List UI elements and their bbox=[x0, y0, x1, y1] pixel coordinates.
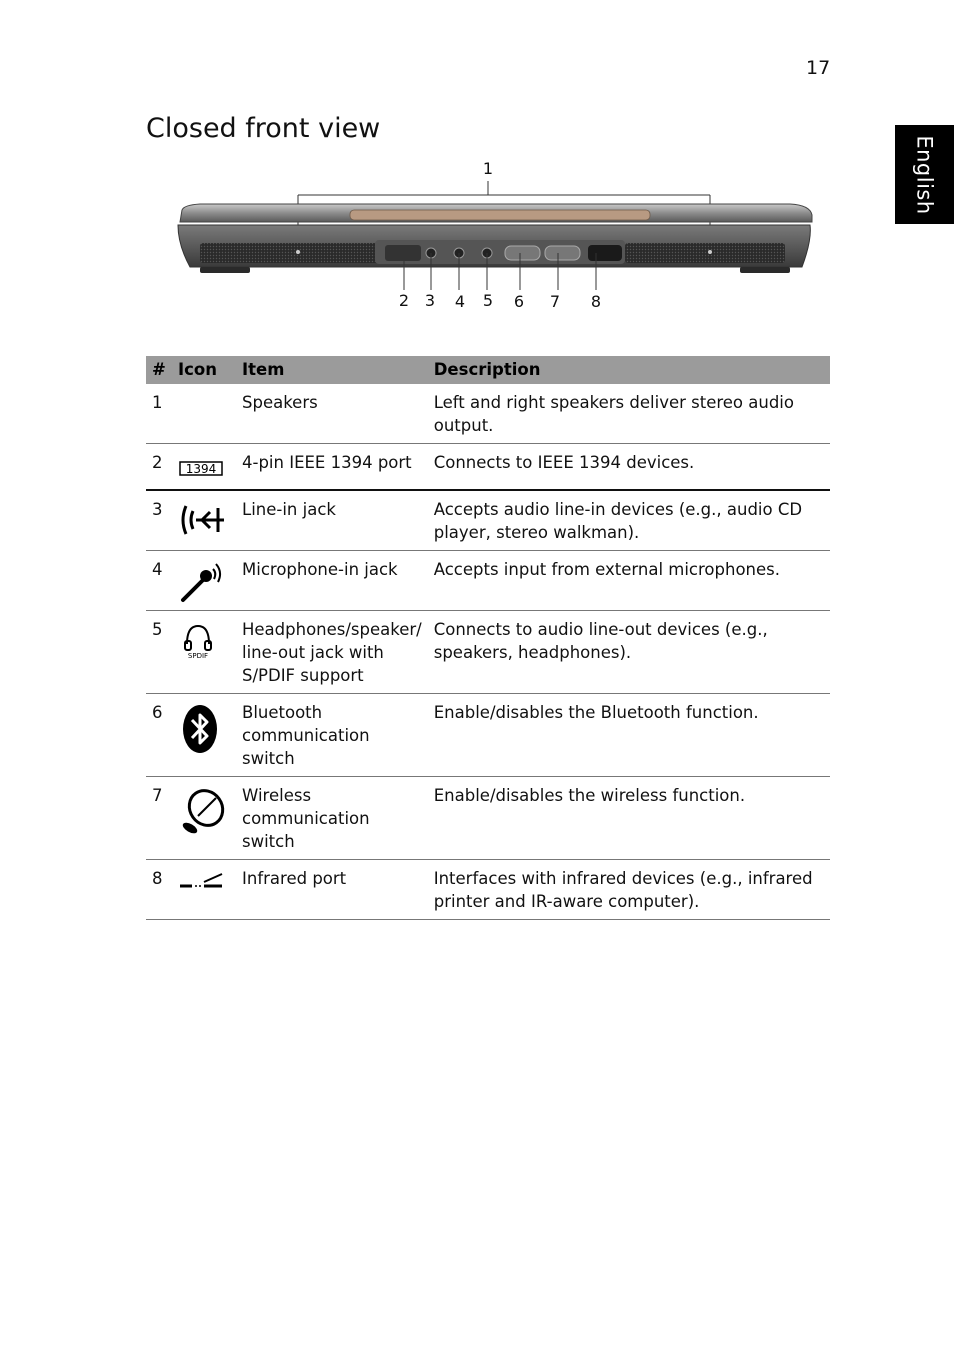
callout-label-5: 5 bbox=[482, 291, 494, 310]
right-speaker-grille bbox=[625, 243, 785, 263]
ports-table bbox=[146, 356, 830, 920]
row-num: 4 bbox=[146, 550, 172, 610]
row-item: Headphones/speaker/ line-out jack with S/PDIF support bbox=[236, 610, 428, 693]
table-header-row bbox=[146, 356, 830, 384]
row-icon bbox=[172, 859, 236, 919]
row-description: Accepts audio line-in devices (e.g., audio CD player, stereo walkman). bbox=[428, 490, 830, 551]
row-icon bbox=[172, 693, 236, 776]
row-description: Left and right speakers deliver stereo audio output. bbox=[428, 384, 830, 444]
infrared-window bbox=[588, 245, 622, 261]
bluetooth-icon bbox=[178, 703, 222, 755]
header-description: Description bbox=[428, 356, 830, 384]
row-icon bbox=[172, 610, 236, 693]
header-item: Item bbox=[236, 356, 428, 384]
laptop-front-illustration bbox=[170, 155, 820, 320]
row-icon bbox=[172, 490, 236, 551]
ieee1394-icon-label: 1394 bbox=[185, 462, 217, 476]
header-icon: Icon bbox=[172, 356, 236, 384]
row-item: Speakers bbox=[236, 384, 428, 444]
infrared-icon bbox=[178, 869, 224, 891]
row-item: Microphone-in jack bbox=[236, 550, 428, 610]
line-in-icon bbox=[178, 500, 230, 540]
callout-label-6: 6 bbox=[513, 292, 525, 311]
row-num: 7 bbox=[146, 776, 172, 859]
language-tab bbox=[895, 125, 954, 224]
header-num: # bbox=[146, 356, 172, 384]
row-icon bbox=[172, 550, 236, 610]
row-description: Connects to audio line-out devices (e.g., speakers, headphones). bbox=[428, 610, 830, 693]
row-num: 6 bbox=[146, 693, 172, 776]
table-row bbox=[146, 776, 830, 859]
right-foot bbox=[740, 267, 790, 273]
bluetooth-switch bbox=[505, 246, 540, 260]
callout-label-8: 8 bbox=[590, 292, 602, 311]
row-item: 4-pin IEEE 1394 port bbox=[236, 444, 428, 490]
table-row bbox=[146, 610, 830, 693]
microphone-icon bbox=[178, 560, 224, 604]
table-row bbox=[146, 693, 830, 776]
ieee1394-icon bbox=[178, 453, 224, 477]
port-1394 bbox=[385, 245, 421, 261]
lid-latch bbox=[350, 210, 650, 220]
laptop-front-figure bbox=[170, 155, 820, 320]
row-num: 5 bbox=[146, 610, 172, 693]
row-item: Bluetooth communication switch bbox=[236, 693, 428, 776]
row-num: 8 bbox=[146, 859, 172, 919]
spdif-icon-label: SPDIF bbox=[187, 651, 209, 660]
row-description: Connects to IEEE 1394 devices. bbox=[428, 444, 830, 490]
page-title: Closed front view bbox=[146, 113, 381, 144]
row-description: Interfaces with infrared devices (e.g., infrared printer and IR-aware computer). bbox=[428, 859, 830, 919]
wireless-icon bbox=[178, 786, 230, 838]
row-item: Line-in jack bbox=[236, 490, 428, 551]
row-item: Wireless communication switch bbox=[236, 776, 428, 859]
callout-label-7: 7 bbox=[549, 292, 561, 311]
row-num: 3 bbox=[146, 490, 172, 551]
language-tab-label: English bbox=[912, 134, 937, 215]
table-row bbox=[146, 859, 830, 919]
table-row bbox=[146, 550, 830, 610]
headphones-spdif-icon bbox=[178, 620, 218, 660]
table-row bbox=[146, 444, 830, 490]
callout-label-1: 1 bbox=[482, 159, 494, 178]
page-number: 17 bbox=[806, 57, 831, 79]
row-icon bbox=[172, 444, 236, 490]
callout-label-2: 2 bbox=[398, 291, 410, 310]
row-item: Infrared port bbox=[236, 859, 428, 919]
row-icon bbox=[172, 384, 236, 444]
callout-label-4: 4 bbox=[454, 292, 466, 311]
row-description: Enable/disables the Bluetooth function. bbox=[428, 693, 830, 776]
table-row bbox=[146, 384, 830, 444]
row-num: 2 bbox=[146, 444, 172, 490]
callout-label-3: 3 bbox=[424, 291, 436, 310]
table-row bbox=[146, 490, 830, 551]
row-num: 1 bbox=[146, 384, 172, 444]
row-description: Enable/disables the wireless function. bbox=[428, 776, 830, 859]
row-description: Accepts input from external microphones. bbox=[428, 550, 830, 610]
left-speaker-grille bbox=[200, 243, 380, 263]
row-icon bbox=[172, 776, 236, 859]
right-speaker-dot bbox=[708, 250, 712, 254]
left-foot bbox=[200, 267, 250, 273]
left-speaker-dot bbox=[296, 250, 300, 254]
wireless-switch bbox=[545, 246, 580, 260]
